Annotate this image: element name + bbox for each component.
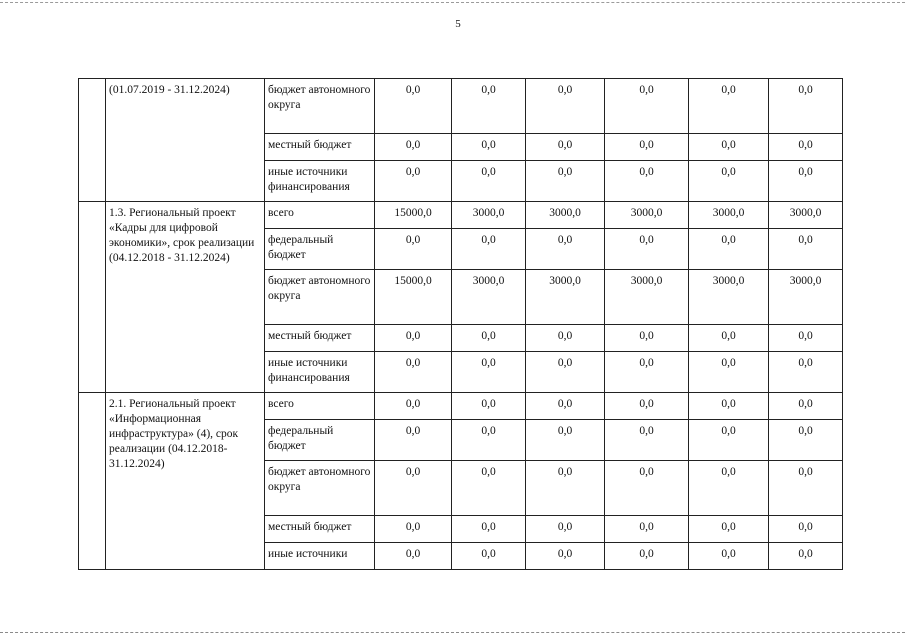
value-cell: 0,0 (689, 229, 769, 270)
value-cell: 0,0 (526, 543, 605, 570)
value-cell: 0,0 (526, 161, 605, 202)
value-cell: 0,0 (375, 229, 452, 270)
value-cell: 0,0 (605, 393, 689, 420)
value-cell: 0,0 (375, 420, 452, 461)
source-cell: местный бюджет (265, 134, 375, 161)
value-cell: 3000,0 (605, 270, 689, 325)
value-cell: 0,0 (452, 461, 526, 516)
scan-edge-top (0, 2, 905, 3)
value-cell: 0,0 (526, 352, 605, 393)
value-cell: 0,0 (769, 543, 843, 570)
value-cell: 3000,0 (689, 270, 769, 325)
value-cell: 0,0 (526, 229, 605, 270)
value-cell: 0,0 (452, 229, 526, 270)
value-cell: 0,0 (526, 79, 605, 134)
value-cell: 3000,0 (605, 202, 689, 229)
value-cell: 0,0 (375, 325, 452, 352)
value-cell: 0,0 (605, 352, 689, 393)
value-cell: 0,0 (375, 134, 452, 161)
project-cell: (01.07.2019 - 31.12.2024) (106, 79, 265, 202)
value-cell: 0,0 (526, 516, 605, 543)
value-cell: 0,0 (605, 134, 689, 161)
value-cell: 0,0 (526, 393, 605, 420)
source-cell: иные источники (265, 543, 375, 570)
value-cell: 0,0 (689, 543, 769, 570)
value-cell: 0,0 (452, 134, 526, 161)
value-cell: 0,0 (605, 161, 689, 202)
value-cell: 0,0 (605, 229, 689, 270)
value-cell: 0,0 (769, 161, 843, 202)
value-cell: 3000,0 (769, 270, 843, 325)
value-cell: 0,0 (452, 325, 526, 352)
project-cell: 1.3. Региональный проект «Кадры для цифровой экономики», срок реализации (04.12.2018 - 31.12.2024) (106, 202, 265, 393)
value-cell: 3000,0 (452, 202, 526, 229)
value-cell: 3000,0 (452, 270, 526, 325)
value-cell: 0,0 (452, 516, 526, 543)
value-cell: 0,0 (375, 461, 452, 516)
value-cell: 0,0 (689, 352, 769, 393)
value-cell: 0,0 (526, 325, 605, 352)
value-cell: 0,0 (452, 393, 526, 420)
value-cell: 0,0 (769, 134, 843, 161)
page-number: 5 (455, 18, 461, 30)
value-cell: 0,0 (375, 161, 452, 202)
value-cell: 0,0 (526, 461, 605, 516)
value-cell: 0,0 (769, 393, 843, 420)
value-cell: 3000,0 (689, 202, 769, 229)
value-cell: 0,0 (689, 325, 769, 352)
value-cell: 0,0 (375, 79, 452, 134)
source-cell: местный бюджет (265, 325, 375, 352)
scan-edge-bottom (0, 632, 905, 633)
value-cell: 0,0 (526, 420, 605, 461)
value-cell: 0,0 (452, 420, 526, 461)
value-cell: 0,0 (375, 352, 452, 393)
value-cell: 0,0 (689, 461, 769, 516)
value-cell: 0,0 (375, 393, 452, 420)
source-cell: бюджет автономного округа (265, 461, 375, 516)
value-cell: 0,0 (769, 325, 843, 352)
row-number-cell (79, 393, 106, 570)
value-cell: 3000,0 (769, 202, 843, 229)
source-cell: иные источники финансирования (265, 161, 375, 202)
source-cell: федеральный бюджет (265, 420, 375, 461)
value-cell: 0,0 (769, 420, 843, 461)
value-cell: 0,0 (605, 516, 689, 543)
value-cell: 0,0 (605, 461, 689, 516)
value-cell: 0,0 (769, 229, 843, 270)
table-row (79, 202, 843, 229)
value-cell: 0,0 (452, 352, 526, 393)
value-cell: 3000,0 (526, 270, 605, 325)
value-cell: 0,0 (375, 543, 452, 570)
value-cell: 15000,0 (375, 270, 452, 325)
value-cell: 0,0 (526, 134, 605, 161)
value-cell: 0,0 (689, 79, 769, 134)
source-cell: федеральный бюджет (265, 229, 375, 270)
table-row (79, 79, 843, 134)
value-cell: 0,0 (452, 543, 526, 570)
source-cell: бюджет автономного округа (265, 270, 375, 325)
value-cell: 0,0 (689, 161, 769, 202)
value-cell: 3000,0 (526, 202, 605, 229)
value-cell: 0,0 (605, 79, 689, 134)
budget-table (78, 78, 843, 570)
row-number-cell (79, 79, 106, 202)
value-cell: 0,0 (689, 393, 769, 420)
value-cell: 0,0 (452, 161, 526, 202)
value-cell: 0,0 (689, 516, 769, 543)
value-cell: 0,0 (689, 134, 769, 161)
source-cell: иные источники финансирования (265, 352, 375, 393)
value-cell: 0,0 (375, 516, 452, 543)
value-cell: 15000,0 (375, 202, 452, 229)
value-cell: 0,0 (689, 420, 769, 461)
value-cell: 0,0 (769, 461, 843, 516)
value-cell: 0,0 (452, 79, 526, 134)
value-cell: 0,0 (769, 516, 843, 543)
value-cell: 0,0 (769, 79, 843, 134)
source-cell: всего (265, 202, 375, 229)
source-cell: бюджет автономного округа (265, 79, 375, 134)
value-cell: 0,0 (605, 420, 689, 461)
source-cell: местный бюджет (265, 516, 375, 543)
value-cell: 0,0 (769, 352, 843, 393)
row-number-cell (79, 202, 106, 393)
table-row (79, 393, 843, 420)
source-cell: всего (265, 393, 375, 420)
project-cell: 2.1. Региональный проект «Информационная инфраструктура» (4), срок реализации (04.12.2018-31.12.2024) (106, 393, 265, 570)
value-cell: 0,0 (605, 325, 689, 352)
value-cell: 0,0 (605, 543, 689, 570)
